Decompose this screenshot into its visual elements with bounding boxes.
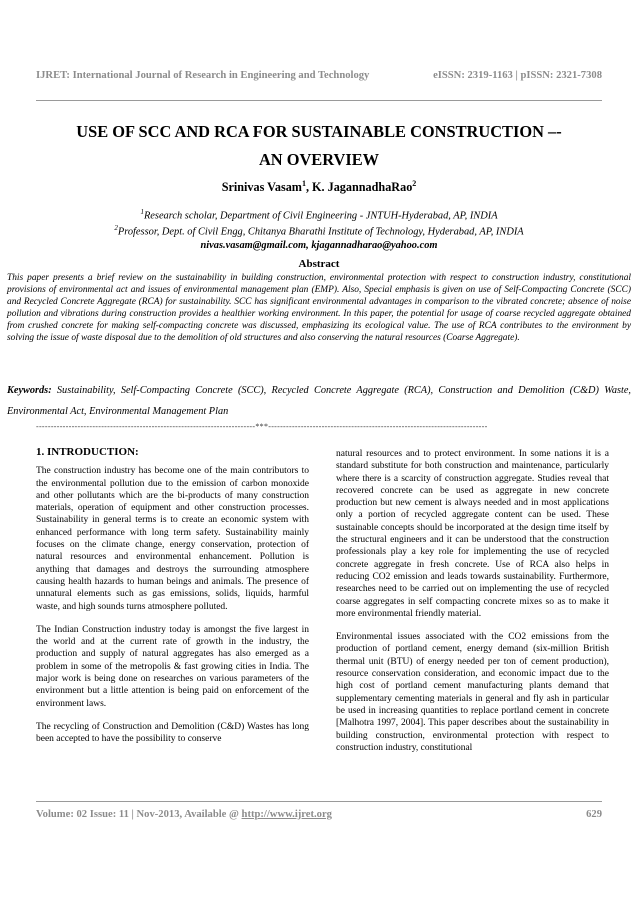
affiliation-2-marker: 2 [114, 224, 118, 232]
title-line-2: AN OVERVIEW [258, 150, 380, 169]
author-2: K. JagannadhaRao [312, 180, 413, 195]
affiliation-2-text: Professor, Dept. of Civil Engg, Chitanya Bharathi Institute of Technology, Hyderabad, AP, INDIA [117, 226, 524, 238]
intro-paragraph-5: Environmental issues associated with the CO2 emissions from the production of portland cement, energy demand (six-million British thermal unit (BTU) of energy needed per ton of cement production), resource conservation consideration, and economic impact due to the high cost of portland cement manufacturing plants demand that supplementary cementing materials in general and fly ash in particular be used in increasing quantities to replace portland cement in concrete [Malhotra 1997, 2004]. This paper describes about the sustainability in building construction, environmental protection with respect to construction industry, constitutional [336, 632, 609, 753]
intro-paragraph-3: The recycling of Construction and Demolition (C&D) Wastes has long been accepted to have the possibility to conserve [36, 721, 309, 745]
intro-paragraph-1: The construction industry has become one of the main contributors to the environmental pollution due to the emission of carbon monoxide and other pollutants which are the bi-products of many construction materials, operation of equipment and other construction processes. Sustainability in general terms is to create an economic system with enhanced performance with long term safety. Sustainability mainly focuses on the climate change, energy conservation, protection of natural resources and environmental enhancement. Pollution is anything that damages and destroys the surrounding atmosphere causing health hazards to human beings and animals. The presence of unnatural elements such as gas emissions, solids, liquids, harmful waste, and high sounds turns atmosphere polluted. [36, 466, 309, 612]
title-line-1: USE OF SCC AND RCA FOR SUSTAINABLE CONSTRUCTION –- [76, 122, 562, 141]
running-footer [36, 809, 602, 820]
author-2-marker: 2 [412, 179, 417, 188]
author-1: Srinivas Vasam [221, 180, 302, 195]
left-column [36, 446, 309, 757]
journal-name: IJRET: International Journal of Research in Engineering and Technology [36, 70, 370, 81]
volume-text: Volume: 02 Issue: 11 | Nov-2013, Available @ [36, 809, 242, 820]
issn-info: eISSN: 2319-1163 | pISSN: 2321-7308 [433, 70, 602, 81]
section-divider: --------------------------------------------------------------------------***-------------------------------------------------------------------------- [36, 422, 488, 431]
author-1-marker: 1 [301, 179, 306, 188]
introduction-heading: 1. INTRODUCTION: [36, 446, 139, 458]
affiliation-2 [36, 224, 602, 237]
header-rule [36, 100, 602, 101]
footer-rule [36, 801, 602, 802]
author-list [36, 179, 602, 195]
volume-info [36, 809, 332, 820]
abstract-text: This paper presents a brief review on the sustainability in building construction, environmental protection with respect to construction industry, constitutional provisions of environmental act and issues of environmental management plan (EMP). Also, Special emphasis is given on use of Self-Compacting Concrete (SCC) and Recycled Concrete Aggregate (RCA) for sustainability. SCC has significant environmental advantages in comparison to the vibrated concrete; absence of noise pollution and vibrations during construction provides a healthier working environment. In this paper, the potential for usage of coarse recycled aggregate obtained from crushed concrete for making self-compacting concrete was discussed, emphasizing its ecological value. The use of RCA contributes to the environment by solving the issue of waste disposal due to the demolition of old structures and also conserving the natural resources (Coarse Aggregate). [7, 273, 631, 344]
abstract-heading: Abstract [298, 258, 340, 270]
affiliation-1-text: Research scholar, Department of Civil Engineering - JNTUH-Hyderabad, AP, INDIA [143, 210, 498, 222]
keywords-label: Keywords: [7, 385, 52, 396]
running-header [36, 70, 602, 81]
author-separator: , [305, 180, 313, 195]
keywords-text: Sustainability, Self-Compacting Concrete (SCC), Recycled Concrete Aggregate (RCA), Construction and Demolition (C&D) Waste, Environmental Act, Environmental Management Plan [7, 385, 631, 417]
right-column [336, 448, 609, 765]
affiliation-1 [36, 208, 602, 221]
intro-paragraph-2: The Indian Construction industry today is amongst the five largest in the world and at the current rate of growth in the industry, the production and supply of natural aggregates has also emerged as a problem in some of the metropolis & fast growing cities in India. The major work is being done on researches on various parameters of the environment but a little attention is being paid on enforcement of the environment laws. [36, 624, 309, 709]
keywords [7, 380, 631, 422]
affiliation-1-marker: 1 [140, 208, 144, 216]
page-number: 629 [586, 809, 602, 820]
paper-title [36, 118, 602, 174]
journal-link[interactable]: http://www.ijret.org [241, 809, 332, 820]
author-emails: nivas.vasam@gmail.com, kjagannadharao@yahoo.com [200, 240, 438, 251]
intro-paragraph-4: natural resources and to protect environment. In some nations it is a standard substitute for both construction and maintenance, particularly where there is a scarcity of construction aggregate. Studies reveal that recovered concrete can be used as aggregate in new concrete production but new cement is always needed and in most applications only a portion of recycled aggregate content can be used. These sustainable concepts should be incorporated at the design time itself by the structural engineers and it can be understood that the construction professionals play a key role for implementing the use of recycled concrete aggregate in fresh concrete. Use of RCA also helps in reducing CO2 emission and leads towards sustainability. Furthermore, researches need to be carried out on implementing the use of recycled coarse aggregates in self compacting concrete mixes so as to make it more environmental friendly material. [336, 449, 609, 619]
